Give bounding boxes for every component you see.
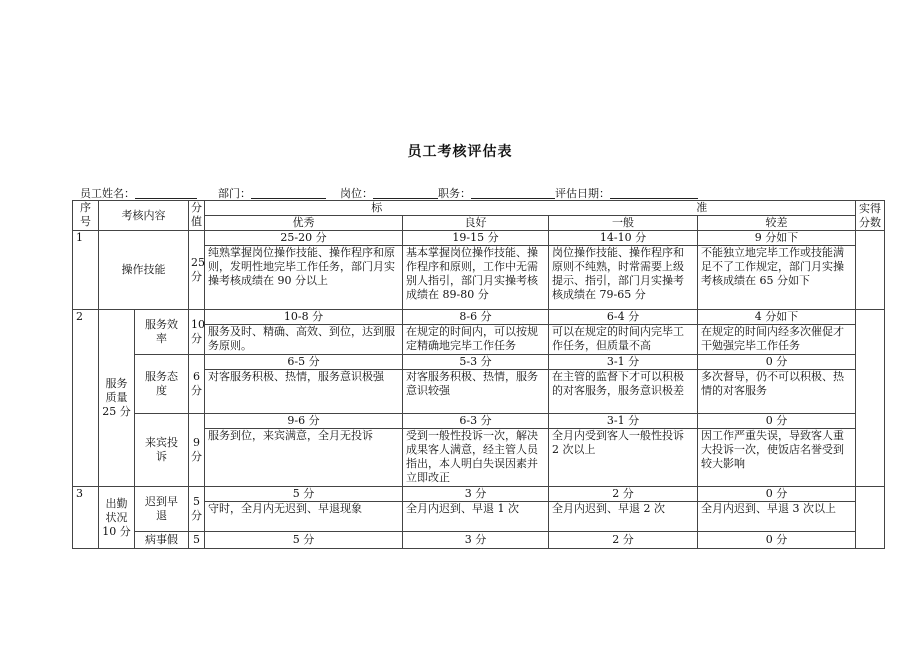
row3-sub2-points-poor: 0 分 (698, 532, 856, 549)
row3-sub1-points-average: 2 分 (549, 487, 698, 502)
row2-sub3-item: 来宾投诉 (135, 414, 189, 487)
row2-sub1-desc-excellent: 服务及时、精确、高效、到位，达到服务原则。 (205, 325, 403, 355)
row2-sub2-desc-good: 对客服务积极、热情，服务意识较强 (403, 370, 549, 414)
row2-sub2-points-average: 3-1 分 (549, 355, 698, 370)
row2-sub2-desc-excellent: 对客服务积极、热情，服务意识极强 (205, 370, 403, 414)
duty-label: 职务： (437, 187, 471, 200)
row3-sub2-points-good: 3 分 (403, 532, 549, 549)
row3-sub2-points-average: 2 分 (549, 532, 698, 549)
row3-group: 出勤状况10 分 (99, 487, 135, 549)
row3-sub1-item: 迟到早退 (135, 487, 189, 532)
row3-sub1-points-poor: 0 分 (698, 487, 856, 502)
row2-sub2-points-excellent: 6-5 分 (205, 355, 403, 370)
row3-sub1-desc-excellent: 守时，全月内无迟到、早退现象 (205, 502, 403, 532)
employee-info-line (80, 185, 698, 201)
row2-sub1-desc-poor: 在规定的时间内经多次催促才干勉强完毕工作任务 (698, 325, 856, 355)
row2-sub3-points-good: 6-3 分 (403, 414, 549, 429)
row2-sub1-item: 服务效率 (135, 310, 189, 355)
row2-sub3-desc-excellent: 服务到位，来宾满意，全月无投诉 (205, 429, 403, 487)
header-standard-right: 准 (549, 201, 856, 216)
row1-desc-average: 岗位操作技能、操作程序和原则不纯熟，时常需要上级提示、指引，部门月实操考核成绩在 79-65 分 (549, 246, 698, 310)
row2-sub3-score: 9分 (189, 414, 205, 487)
row2-sub1-points-poor: 4 分如下 (698, 310, 856, 325)
header-score: 分值 (189, 201, 205, 231)
row1-points-average: 14-10 分 (549, 231, 698, 246)
row1-desc-poor: 不能独立地完毕工作或技能满足不了工作规定，部门月实操考核成绩在 65 分如下 (698, 246, 856, 310)
date-field[interactable] (610, 187, 698, 199)
row2-sub3-desc-good: 受到一般性投诉一次，解决成果客人满意，经主管人员指出，本人明白失误因素并立即改正 (403, 429, 549, 487)
row2-sub1-points-good: 8-6 分 (403, 310, 549, 325)
header-content: 考核内容 (99, 201, 189, 231)
level-good: 良好 (403, 216, 549, 231)
row1-actual[interactable] (856, 231, 885, 310)
row3-sub1-desc-average: 全月内迟到、早退 2 次 (549, 502, 698, 532)
row2-sub1-points-excellent: 10-8 分 (205, 310, 403, 325)
row2-sub3-desc-poor: 因工作严重失误，导致客人重大投诉一次，使饭店名誉受到较大影响 (698, 429, 856, 487)
row2-sub2-desc-average: 在主管的监督下才可以积极的对客服务，服务意识极差 (549, 370, 698, 414)
name-label: 员工姓名： (80, 187, 135, 200)
date-label: 评估日期： (554, 187, 610, 200)
level-excellent: 优秀 (205, 216, 403, 231)
row3-sub2-item: 病事假 (135, 532, 189, 549)
header-seq: 序号 (73, 201, 99, 231)
row2-sub1-points-average: 6-4 分 (549, 310, 698, 325)
row1-points-excellent: 25-20 分 (205, 231, 403, 246)
row2-sub1-desc-average: 可以在规定的时间内完毕工作任务，但质量不高 (549, 325, 698, 355)
row2-sub2-score: 6分 (189, 355, 205, 414)
row2-actual[interactable] (856, 310, 885, 487)
row1-desc-good: 基本掌握岗位操作技能、操作程序和原则，工作中无需别人指引，部门月实操考核成绩在 89-80 分 (403, 246, 549, 310)
duty-field[interactable] (471, 187, 555, 199)
row3-sub1-points-excellent: 5 分 (205, 487, 403, 502)
row1-seq: 1 (73, 231, 99, 310)
row3-sub1-desc-good: 全月内迟到、早退 1 次 (403, 502, 549, 532)
evaluation-table (72, 200, 885, 549)
row3-seq: 3 (73, 487, 99, 549)
dept-field[interactable] (251, 187, 326, 199)
row1-points-poor: 9 分如下 (698, 231, 856, 246)
row2-sub1-desc-good: 在规定的时间内，可以按规定精确地完毕工作任务 (403, 325, 549, 355)
row2-sub2-item: 服务态度 (135, 355, 189, 414)
row3-sub2-points-excellent: 5 分 (205, 532, 403, 549)
header-actual: 实得分数 (856, 201, 885, 231)
row2-sub2-points-poor: 0 分 (698, 355, 856, 370)
position-field[interactable] (373, 187, 438, 199)
header-standard-left: 标 (205, 201, 549, 216)
row2-sub3-points-excellent: 9-6 分 (205, 414, 403, 429)
position-label: 岗位： (339, 187, 373, 200)
row2-sub2-points-good: 5-3 分 (403, 355, 549, 370)
row1-desc-excellent: 纯熟掌握岗位操作技能、操作程序和原则，发明性地完毕工作任务，部门月实操考核成绩在 90 分以上 (205, 246, 403, 310)
level-average: 一般 (549, 216, 698, 231)
row1-score: 25分 (189, 231, 205, 310)
row3-actual[interactable] (856, 487, 885, 549)
name-field[interactable] (135, 187, 197, 199)
row2-sub3-points-poor: 0 分 (698, 414, 856, 429)
row2-group: 服务质量25 分 (99, 310, 135, 487)
row3-sub1-points-good: 3 分 (403, 487, 549, 502)
row2-sub3-desc-average: 全月内受到客人一般性投诉 2 次以上 (549, 429, 698, 487)
row2-sub1-score: 10分 (189, 310, 205, 355)
level-poor: 较差 (698, 216, 856, 231)
row2-sub3-points-average: 3-1 分 (549, 414, 698, 429)
row2-sub2-desc-poor: 多次督导，仍不可以积极、热情的对客服务 (698, 370, 856, 414)
form-title: 员工考核评估表 (407, 144, 513, 160)
row1-item: 操作技能 (99, 231, 189, 310)
row3-sub1-score: 5分 (189, 487, 205, 532)
row1-points-good: 19-15 分 (403, 231, 549, 246)
row2-seq: 2 (73, 310, 99, 487)
row3-sub2-score: 5 (189, 532, 205, 549)
dept-label: 部门： (217, 187, 251, 200)
row3-sub1-desc-poor: 全月内迟到、早退 3 次以上 (698, 502, 856, 532)
